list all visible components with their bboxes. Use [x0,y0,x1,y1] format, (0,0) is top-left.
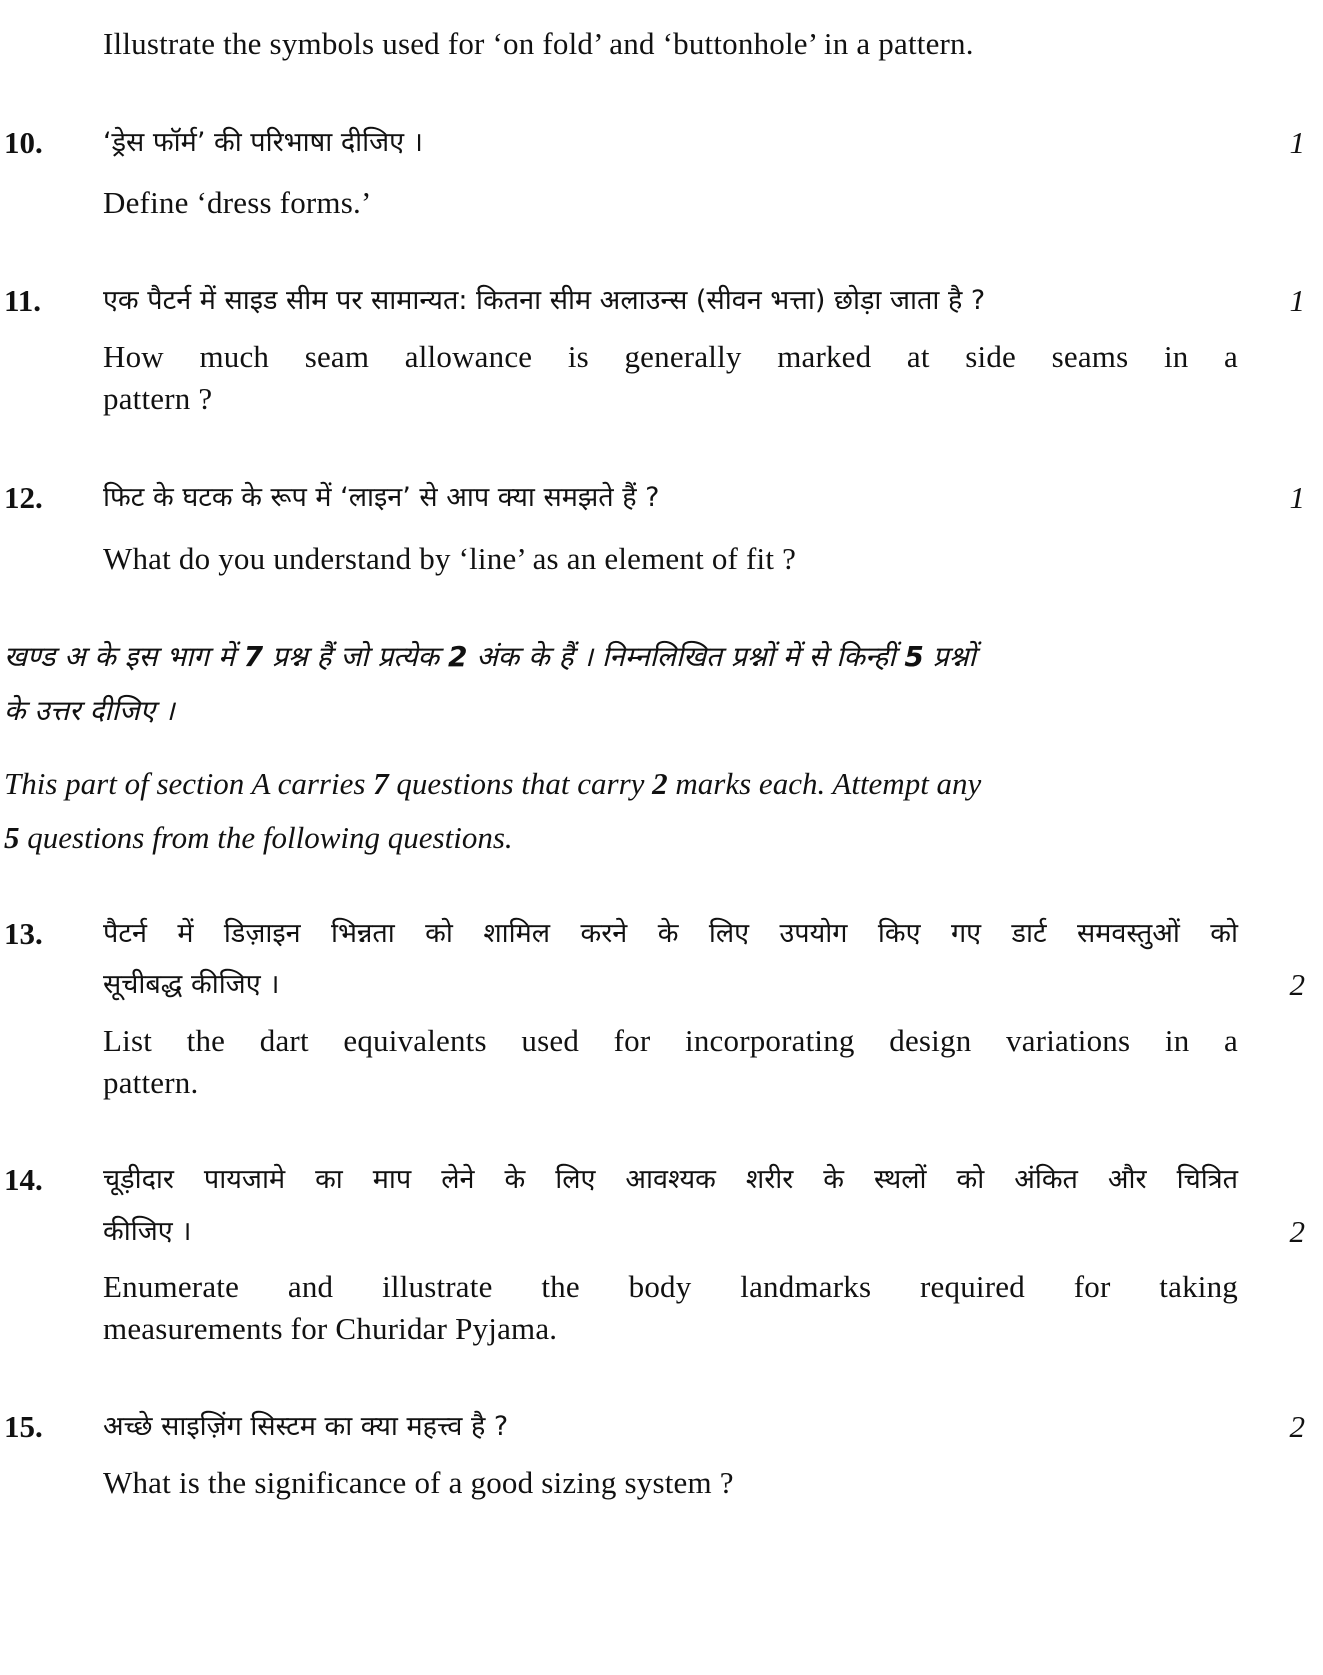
q11-english-line2: pattern ? [103,381,213,416]
q13-marks: 2 [1289,967,1305,1002]
cut-off-previous-line [300,0,1200,4]
q14-number: 14. [4,1162,43,1197]
q10-marks: 1 [1289,125,1305,160]
q13-english-line1: List the dart equivalents used for incorporating design variations in a [103,1023,1238,1058]
section-instructions-hindi [4,630,1249,738]
q10-number: 10. [4,125,43,160]
q13-number: 13. [4,916,43,951]
q14-english-line2: measurements for Churidar Pyjama. [103,1311,558,1346]
instructions-english-line2: 5 questions from the following questions. [4,820,513,855]
q13-hindi-line1: पैटर्न में डिज़ाइन भिन्नता को शामिल करने के लिए उपयोग किए गए डार्ट समवस्तुओं को [103,918,1238,949]
q13-english-line2: pattern. [103,1065,199,1100]
q11-hindi-text: एक पैटर्न में साइड सीम पर सामान्यत: कितना सीम अलाउन्स (सीवन भत्ता) छोड़ा जाता है ? [103,285,986,316]
q10-hindi-text: ‘ड्रेस फॉर्म’ की परिभाषा दीजिए । [103,127,423,158]
q14-hindi-line2: कीजिए । [103,1216,192,1247]
instructions-hindi-line1: खण्ड अ के इस भाग में 7 प्रश्न हैं जो प्रत्येक 2 अंक के हैं । निम्नलिखित प्रश्नों में से किन्हीं 5 प्रश्नों [4,640,976,673]
q12-english-text: What do you understand by ‘line’ as an element of fit ? [103,541,797,576]
q15-marks: 2 [1289,1409,1305,1444]
q12-hindi-text: फिट के घटक के रूप में ‘लाइन’ से आप क्या समझते हैं ? [103,482,660,513]
q14-hindi-line1: चूड़ीदार पायजामे का माप लेने के लिए आवश्यक शरीर के स्थलों को अंकित और चित्रित [103,1164,1238,1195]
instructions-english-line1: This part of section A carries 7 questions that carry 2 marks each. Attempt any [4,766,982,801]
q15-hindi-text: अच्छे साइज़िंग सिस्टम का क्या महत्त्व है ? [103,1411,509,1442]
q12-marks: 1 [1289,480,1305,515]
q14-english-line1: Enumerate and illustrate the body landmarks required for taking [103,1269,1238,1304]
q10-english-text: Define ‘dress forms.’ [103,185,372,220]
q9-english-text: Illustrate the symbols used for ‘on fold’ and ‘buttonhole’ in a pattern. [103,26,974,61]
q11-marks: 1 [1289,283,1305,318]
section-instructions-english [4,757,1244,865]
q15-english-text: What is the significance of a good sizing system ? [103,1465,734,1500]
q13-hindi-line2: सूचीबद्ध कीजिए । [103,969,280,1000]
q12-number: 12. [4,480,43,515]
q14-marks: 2 [1289,1214,1305,1249]
q11-english-line1: How much seam allowance is generally marked at side seams in a [103,339,1238,374]
q11-number: 11. [4,283,42,318]
instructions-hindi-line2: के उत्तर दीजिए । [4,694,175,727]
q15-number: 15. [4,1409,43,1444]
